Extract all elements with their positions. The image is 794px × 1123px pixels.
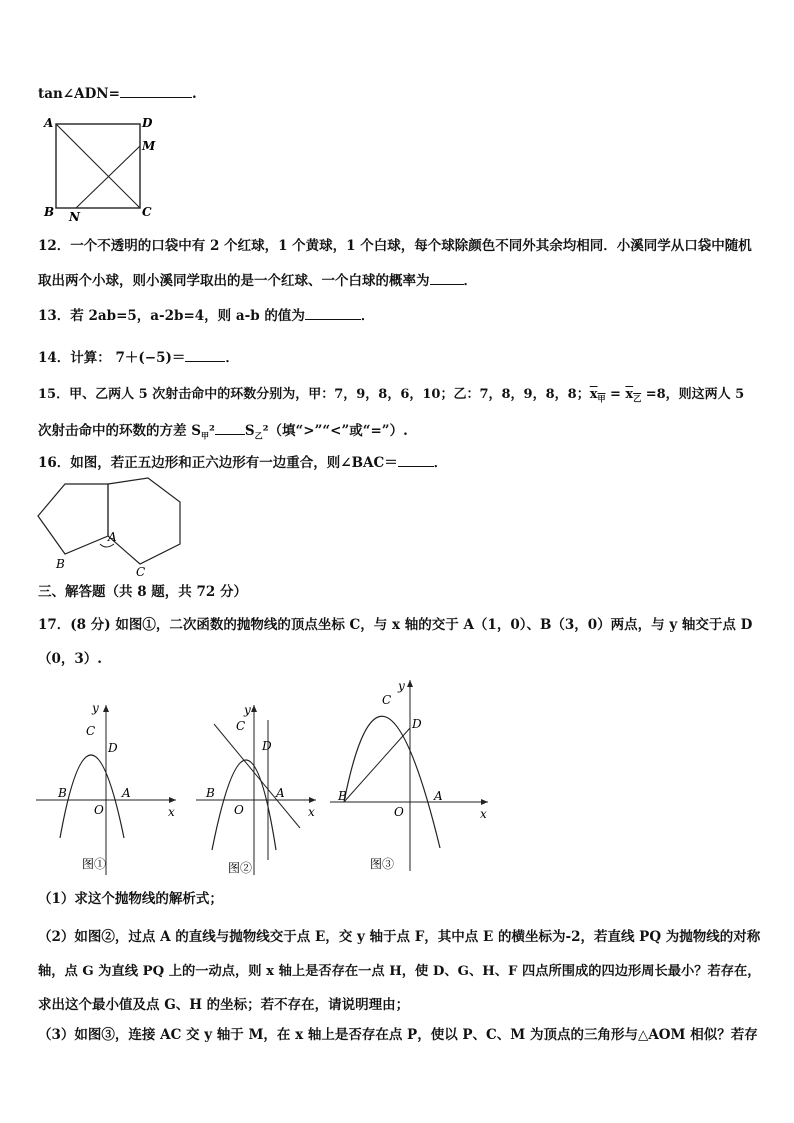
- parabola: [344, 716, 440, 848]
- caption: 图①: [82, 857, 107, 871]
- mean-sub1: 甲: [597, 393, 606, 404]
- q14-text: 14．计算： 7＋(−5)＝: [38, 350, 186, 366]
- mean-x-jia: [590, 387, 606, 402]
- q14-line: [38, 348, 239, 367]
- caption: 图③: [370, 857, 395, 871]
- q15-line2: [38, 421, 408, 445]
- q11-text: tan∠ADN=: [38, 86, 120, 102]
- q14-end: ．: [225, 350, 239, 366]
- label-D: D: [262, 739, 272, 753]
- label-N: N: [69, 210, 80, 222]
- label-C: C: [382, 693, 392, 707]
- q15-line2-end: （填“>”“<”或“=”）.: [268, 423, 408, 439]
- part-2-line3: 求出这个最小值及点 G、H 的坐标；若不存在，请说明理由；: [38, 997, 410, 1013]
- label-O: O: [234, 803, 244, 817]
- label-D: D: [142, 116, 153, 130]
- label-O: O: [94, 803, 104, 817]
- y-arrow: [103, 705, 109, 712]
- label-A: A: [44, 116, 54, 130]
- var-sq1: ²: [208, 423, 215, 439]
- q12-end: ．: [463, 273, 477, 289]
- q15-line1: [38, 386, 744, 408]
- q13-end: ．: [360, 308, 375, 324]
- q12-line2: [38, 271, 477, 290]
- parabola: [60, 755, 124, 838]
- label-C: C: [86, 724, 96, 738]
- diagonal-ac: [56, 124, 140, 208]
- x-arrow: [481, 799, 488, 805]
- hexagon: [108, 478, 180, 564]
- label-y: y: [92, 701, 99, 715]
- q15-answer-blank: [215, 421, 245, 435]
- part-2-line2: 轴，点 G 为直线 PQ 上的一动点，则 x 轴上是否存在一点 H，使 D、G、H、F 四点所围成的四边形周长最小？若存在，: [38, 964, 761, 979]
- q15-line2-text: 次射击命中的环数的方差 S: [38, 423, 201, 439]
- q16-line: [38, 453, 447, 472]
- label-C: C: [142, 205, 152, 219]
- var-sub2: 乙: [254, 430, 263, 441]
- var-sub1: 甲: [200, 430, 209, 441]
- q16-end: ．: [433, 455, 448, 471]
- q15-eq: =: [605, 387, 626, 402]
- part-1: （1）求这个抛物线的解析式；: [38, 891, 223, 907]
- label-C: C: [236, 719, 246, 733]
- label-x: x: [308, 805, 315, 819]
- var-s2: S: [244, 423, 255, 439]
- mean-x-yi: [625, 387, 641, 402]
- mean-x1: x: [589, 387, 598, 402]
- label-A: A: [108, 530, 117, 544]
- q11-line: [38, 84, 197, 103]
- pentagon: [38, 484, 108, 554]
- label-B: B: [338, 789, 347, 803]
- q16-text: 16．如图，若正五边形和正六边形有一边重合，则∠BAC＝: [38, 455, 398, 471]
- pentagon-hexagon-figure: [30, 474, 200, 580]
- label-x: x: [480, 807, 487, 821]
- q13-line: [38, 306, 374, 325]
- q15-line1-text: 15．甲、乙两人 5 次射击命中的环数分别为，甲：7，9，8，6，10；乙：7，8，9，8，8；: [38, 387, 590, 402]
- angle-arc: [100, 544, 114, 547]
- section-title: 三、解答题（共 8 题，共 72 分）: [38, 584, 247, 600]
- q11-end: .: [191, 86, 197, 102]
- mean-sub2: 乙: [633, 393, 642, 404]
- label-M: M: [142, 139, 156, 153]
- q12-line2-text: 取出两个小球，则小溪同学取出的是一个红球、一个白球的概率为: [38, 273, 430, 289]
- part-2-line1: （2）如图②，过点 A 的直线与抛物线交于点 E，交 y 轴于点 F，其中点 E 的横坐标为-2，若直线 PQ 为抛物线的对称: [38, 929, 761, 945]
- label-B: B: [206, 786, 215, 800]
- caption: 图②: [228, 861, 253, 875]
- q16-answer-blank: [398, 453, 434, 467]
- line-through-a: [214, 724, 300, 828]
- q12-answer-blank: [430, 271, 464, 285]
- y-arrow: [251, 705, 257, 712]
- graph-3: [326, 676, 496, 876]
- x-arrow: [169, 797, 176, 803]
- label-y: y: [398, 679, 405, 693]
- label-B: B: [56, 557, 65, 571]
- q13-answer-blank: [305, 306, 361, 320]
- part-3: （3）如图③，连接 AC 交 y 轴于 M，在 x 轴上是否存在点 P，使以 P、C、M 为顶点的三角形与△AOM 相似？若存: [38, 1027, 758, 1043]
- y-arrow: [407, 680, 413, 687]
- q15-line1-end: =8，则这两人 5: [641, 387, 745, 402]
- var-sq2: ²: [262, 423, 269, 439]
- label-A: A: [434, 789, 443, 803]
- square-figure: [38, 112, 168, 222]
- label-y: y: [244, 703, 251, 717]
- q13-text: 13．若 2ab=5，a-2b=4，则 a-b 的值为: [38, 308, 305, 324]
- label-O: O: [394, 805, 404, 819]
- mean-x2: x: [625, 387, 634, 402]
- label-D: D: [108, 741, 118, 755]
- label-C: C: [136, 565, 146, 579]
- x-arrow: [309, 797, 316, 803]
- label-B: B: [58, 786, 67, 800]
- segment-bd: [344, 728, 410, 802]
- label-D: D: [412, 717, 422, 731]
- label-B: B: [44, 205, 55, 219]
- label-x: x: [168, 805, 175, 819]
- q11-answer-blank: [120, 84, 192, 98]
- label-A: A: [276, 786, 285, 800]
- parabola: [212, 760, 276, 850]
- q14-answer-blank: [185, 348, 225, 362]
- label-A: A: [122, 786, 131, 800]
- graph-2: [196, 700, 326, 880]
- graph-1: [36, 700, 186, 880]
- q17-line2: （0，3）.: [38, 651, 102, 667]
- q17-line1: 17．(8 分) 如图①，二次函数的抛物线的顶点坐标 C，与 x 轴的交于 A（1，0）、B（3，0）两点，与 y 轴交于点 D: [38, 617, 753, 633]
- q12-line1: 12．一个不透明的口袋中有 2 个红球，1 个黄球，1 个白球，每个球除颜色不同外其余均相同．小溪同学从口袋中随机: [38, 238, 752, 254]
